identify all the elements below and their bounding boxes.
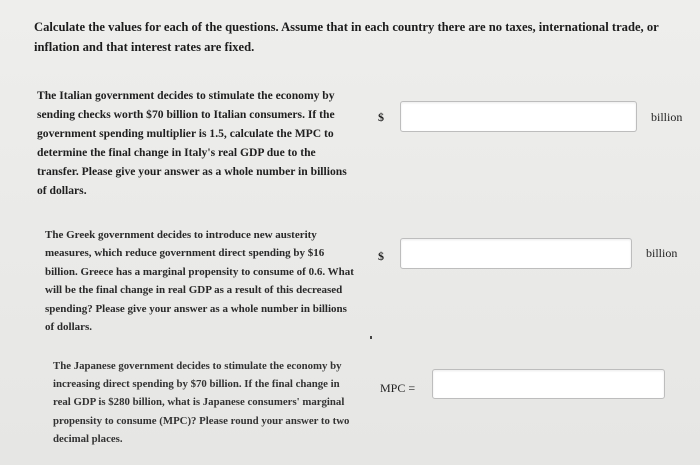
question-italy-text: The Italian government decides to stimulate the economy by sending checks worth $70 billion to Italian consumers. If the government spending multiplier is 1.5, calculate the MPC to determine the final change in Italy's real GDP due to the transfer. Please give your answer as a whole number in billions of dollars. xyxy=(37,89,347,197)
italy-answer-input[interactable] xyxy=(400,101,637,132)
question-greece-text: The Greek government decides to introduce new austerity measures, which reduce government direct spending by $16 billion. Greece has a marginal propensity to consume of 0.6. What will be the final change in real GDP as a result of this decreased spending? Please give your answer as a whole number in billions of dollars. xyxy=(45,229,354,334)
greece-answer-input[interactable] xyxy=(400,238,632,269)
mpc-label: MPC = xyxy=(380,381,416,395)
question-japan-text: The Japanese government decides to stimulate the economy by increasing direct spending by $70 billion. If the final change in real GDP is $280 billion, what is Japanese consumers' marginal propensity to consume (MPC)? Please round your answer to two decimal places. xyxy=(53,360,350,445)
billion-unit-label: billion xyxy=(651,110,683,124)
instructions-text: Calculate the values for each of the questions. Assume that in each country there are no taxes, international trade, or inflation and that interest rates are fixed. xyxy=(34,20,659,54)
stray-mark xyxy=(370,336,372,339)
billion-unit-label: billion xyxy=(646,246,678,260)
dollar-sign-label: $ xyxy=(378,249,384,263)
japan-mpc-input[interactable] xyxy=(432,369,665,399)
dollar-sign-label: $ xyxy=(378,110,384,124)
